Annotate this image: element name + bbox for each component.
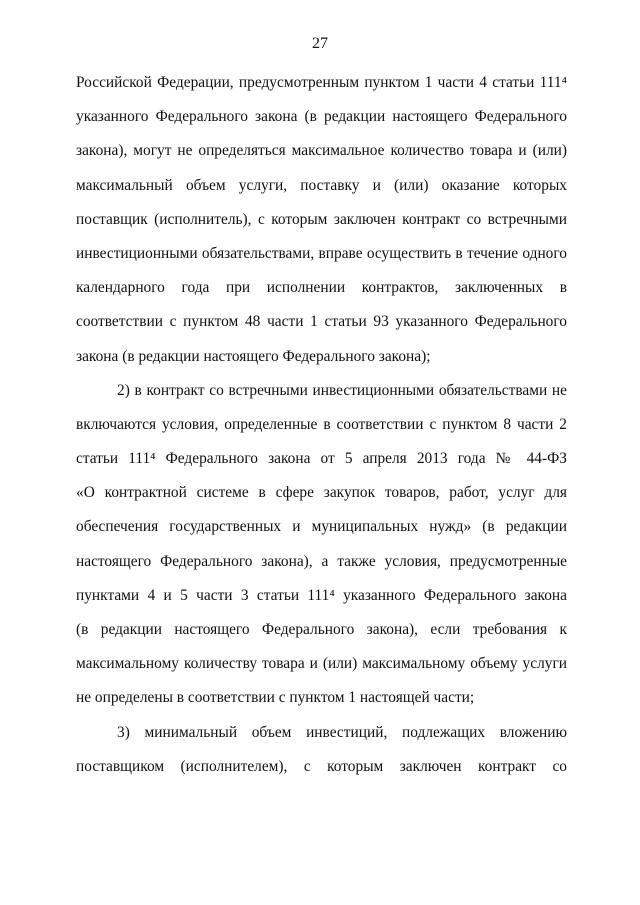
text-line: пунктами 4 и 5 части 3 статьи 111⁴ указанного Федерального закона (76, 586, 567, 604)
text-line: максимальный объем услуги, поставку и (или) оказание которых (76, 176, 567, 194)
text-line: включаются условия, определенные в соответствии с пунктом 8 части 2 (76, 415, 567, 433)
text-line: 2) в контракт со встречными инвестиционными обязательствами не (117, 381, 567, 399)
text-line: поставщиком (исполнителем), с которым заключен контракт со (76, 757, 567, 775)
text-line: 3) минимальный объем инвестиций, подлежащих вложению (117, 723, 567, 741)
text-line: инвестиционными обязательствами, вправе осуществить в течение одного (76, 244, 567, 262)
text-line: календарного года при исполнении контрактов, заключенных в (76, 279, 567, 297)
text-line: статьи 111⁴ Федерального закона от 5 апреля 2013 года № 44-ФЗ (76, 450, 567, 468)
text-line: закона (в редакции настоящего Федерального закона); (76, 347, 431, 365)
paragraph-1 (76, 66, 567, 374)
text-line: Российской Федерации, предусмотренным пунктом 1 части 4 статьи 111⁴ (76, 74, 567, 91)
text-line: обеспечения государственных и муниципальных нужд» (в редакции (76, 518, 567, 536)
text-line: максимальному количеству товара и (или) максимальному объему услуги (76, 655, 567, 673)
text-line: закона), могут не определяться максимальное количество товара и (или) (76, 142, 567, 160)
page-number: 27 (312, 35, 328, 52)
paragraph-3 (76, 716, 567, 784)
text-line: соответствии с пунктом 48 части 1 статьи 93 указанного Федерального (76, 313, 567, 331)
text-line: не определены в соответствии с пунктом 1 настоящей части; (76, 689, 475, 707)
body-text (76, 66, 567, 784)
paragraph-2 (76, 374, 567, 716)
text-line: «О контрактной системе в сфере закупок товаров, работ, услуг для (76, 484, 567, 502)
text-line: (в редакции настоящего Федерального закона), если требования к (76, 621, 567, 638)
text-line: указанного Федерального закона (в редакции настоящего Федерального (76, 108, 567, 126)
text-line: настоящего Федерального закона), а также условия, предусмотренные (76, 552, 567, 570)
text-line: поставщик (исполнитель), с которым заключен контракт со встречными (76, 210, 567, 228)
